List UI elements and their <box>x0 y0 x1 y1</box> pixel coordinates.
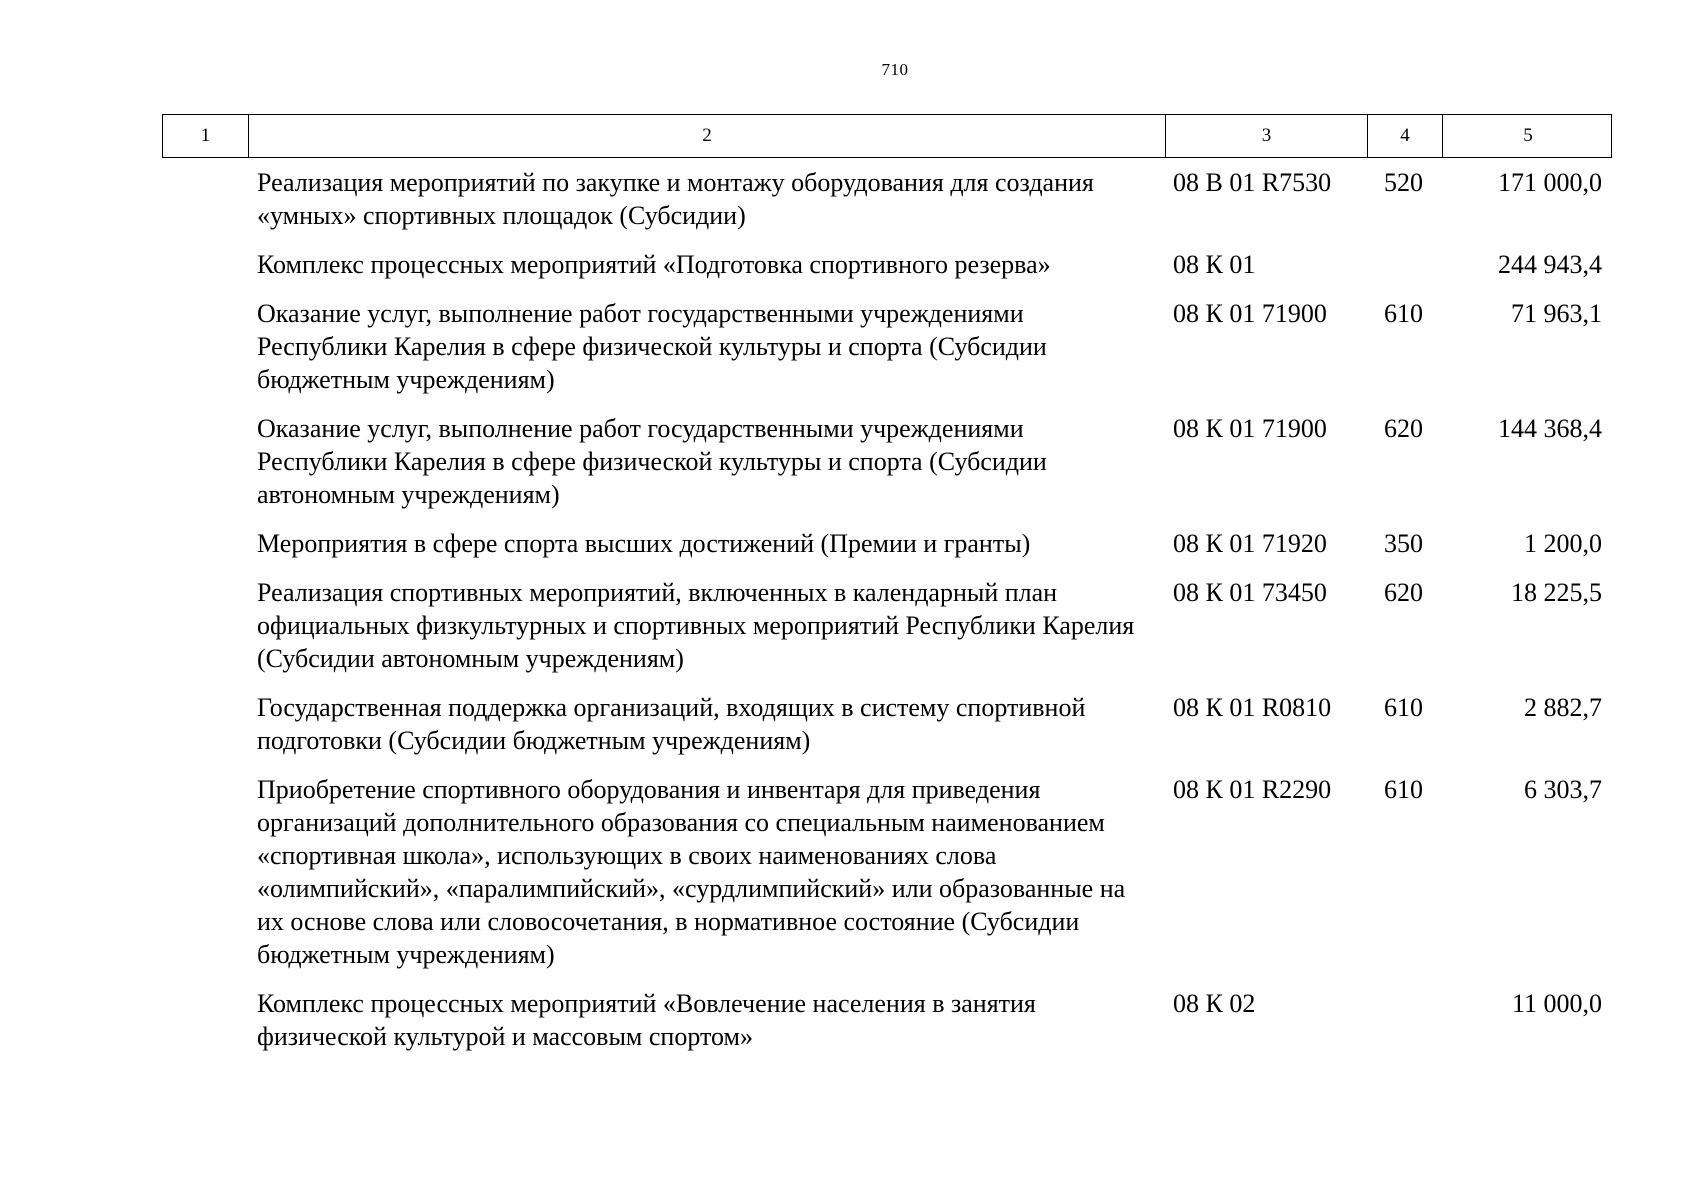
table-row <box>248 987 1612 1053</box>
row-name: Оказание услуг, выполнение работ государственными учреждениями Республики Карелия в сфере физической культуры и спорта (Субсидии автономным учреждениям) <box>257 414 1047 509</box>
table-row <box>248 576 1612 675</box>
row-name: Мероприятия в сфере спорта высших достижений (Премии и гранты) <box>257 529 1031 558</box>
row-sum: 6 303,7 <box>1524 775 1602 804</box>
row-kvr <box>1373 248 1448 281</box>
header-column-2: 2 <box>249 115 1166 157</box>
row-name: Реализация спортивных мероприятий, включенных в календарный план официальных физкультурных и спортивных мероприятий Республики Карелия (Субсидии автономным учреждениям) <box>257 578 1135 673</box>
page-number: 710 <box>881 60 909 79</box>
row-kvr: 620 <box>1384 414 1423 443</box>
row-name: Комплекс процессных мероприятий «Вовлечение населения в занятия физической культурой и массовым спортом» <box>257 989 1036 1051</box>
row-code: 08 В 01 R7530 <box>1173 168 1332 197</box>
row-code: 08 К 01 <box>1173 250 1256 279</box>
table-body <box>248 166 1612 1069</box>
row-kvr: 350 <box>1384 529 1423 558</box>
row-code: 08 К 01 71920 <box>1173 529 1327 558</box>
row-kvr <box>1373 987 1448 1053</box>
row-sum: 18 225,5 <box>1511 578 1602 607</box>
header-column-1: 1 <box>163 115 249 157</box>
header-column-3: 3 <box>1166 115 1368 157</box>
row-code: 08 К 01 71900 <box>1173 299 1327 328</box>
row-kvr: 610 <box>1384 775 1423 804</box>
row-sum: 171 000,0 <box>1498 168 1602 197</box>
row-kvr: 610 <box>1384 299 1423 328</box>
row-name: Комплекс процессных мероприятий «Подготовка спортивного резерва» <box>257 250 1051 279</box>
header-column-4: 4 <box>1368 115 1443 157</box>
row-sum: 1 200,0 <box>1524 529 1602 558</box>
row-kvr: 610 <box>1384 693 1423 722</box>
row-code: 08 К 01 73450 <box>1173 578 1327 607</box>
table-row <box>248 248 1612 281</box>
row-sum: 2 882,7 <box>1524 693 1602 722</box>
row-kvr: 620 <box>1384 578 1423 607</box>
row-code: 08 К 01 71900 <box>1173 414 1327 443</box>
row-sum: 244 943,4 <box>1498 250 1602 279</box>
row-code: 08 К 01 R2290 <box>1173 775 1332 804</box>
table-row <box>248 691 1612 757</box>
row-sum: 11 000,0 <box>1511 989 1602 1018</box>
header-column-5: 5 <box>1523 125 1533 146</box>
table-row <box>248 527 1612 560</box>
row-sum: 71 963,1 <box>1511 299 1602 328</box>
table-header-row <box>162 114 1612 158</box>
table-row <box>248 412 1612 511</box>
row-name: Реализация мероприятий по закупке и монтажу оборудования для создания «умных» спортивных площадок (Субсидии) <box>257 168 1094 230</box>
row-kvr: 520 <box>1384 168 1423 197</box>
row-code: 08 К 02 <box>1173 989 1256 1018</box>
row-name: Приобретение спортивного оборудования и инвентаря для приведения организаций дополнительного образования со специальным наименованием «спортивная школа», использующих в своих наименованиях слова «олимпийский», «паралимпийский», «сурдлимпийский» или образованные на их основе слова или словосочетания, в нормативное состояние (Субсидии бюджетным учреждениям) <box>257 775 1126 969</box>
row-name: Оказание услуг, выполнение работ государственными учреждениями Республики Карелия в сфере физической культуры и спорта (Субсидии бюджетным учреждениям) <box>257 299 1047 394</box>
table-row <box>248 773 1612 971</box>
table-row <box>248 166 1612 232</box>
row-name: Государственная поддержка организаций, входящих в систему спортивной подготовки (Субсидии бюджетным учреждениям) <box>257 693 1086 755</box>
table-row <box>248 297 1612 396</box>
row-code: 08 К 01 R0810 <box>1173 693 1332 722</box>
row-sum: 144 368,4 <box>1498 414 1602 443</box>
